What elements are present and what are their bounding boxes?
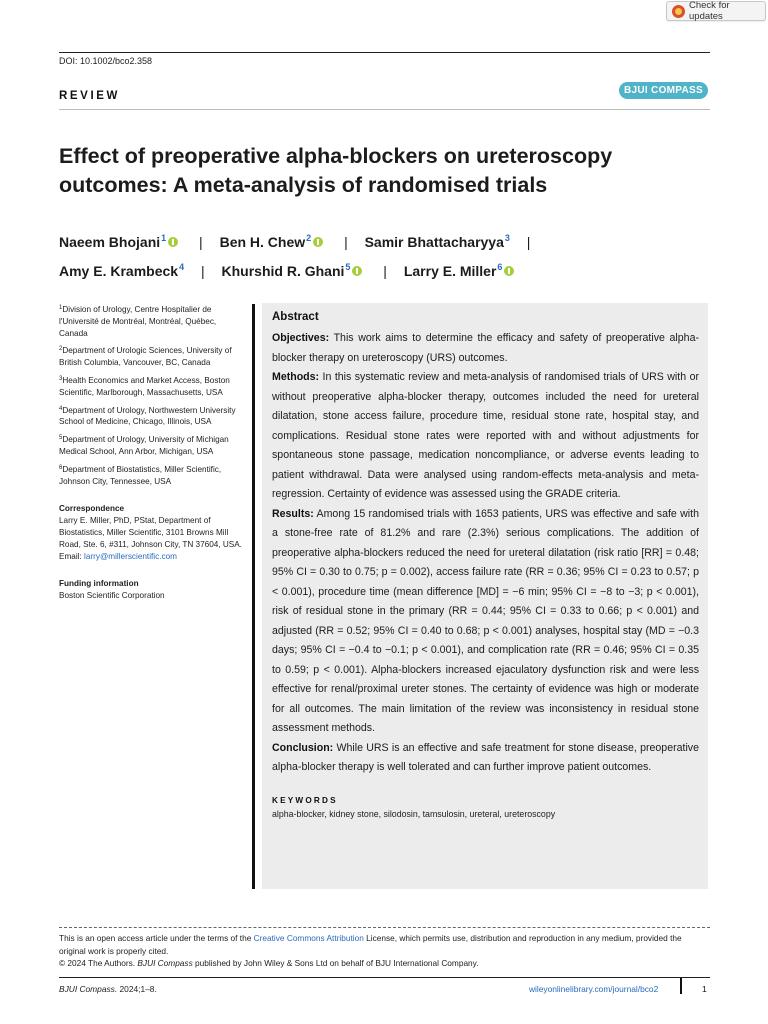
author-affiliation-number[interactable]: 2 xyxy=(306,233,312,243)
check-for-updates-button[interactable] xyxy=(666,1,766,21)
affiliation: $^5$Department of Urology, University of Michigan Medical School, Ann Arbor, Michigan, USA xyxy=(59,435,229,456)
top-rule xyxy=(59,52,710,53)
author-affiliation-number[interactable]: 6 xyxy=(497,262,503,272)
abstract-objectives: Objectives: This work aims to determine the efficacy and safety of preoperative alpha-blocker therapy on ureteroscopy (URS) outcomes. xyxy=(272,332,699,364)
abstract-accent-bar xyxy=(252,304,255,889)
orcid-icon[interactable] xyxy=(168,237,178,247)
author-line-2 xyxy=(59,255,719,284)
orcid-icon[interactable] xyxy=(313,237,323,247)
doi: DOI: 10.1002/bco2.358 xyxy=(59,56,153,66)
license-notice: This is an open access article under the terms of the Creative Commons Attribution License, which permits use, distribution and reproduction in any medium, provided the original work is properly cited. © 2024 The Authors. BJUI Compass published by John Wiley & Sons Ltd on behalf of BJU International Company. xyxy=(59,933,682,969)
author-affiliation-number[interactable]: 5 xyxy=(345,262,351,272)
creative-commons-link[interactable]: Creative Commons Attribution xyxy=(253,933,364,943)
check-updates-label: Check for updates xyxy=(689,0,730,22)
footer-divider xyxy=(680,978,682,994)
footer-citation: BJUI Compass. 2024;1–8. xyxy=(59,984,157,994)
author-list xyxy=(59,226,719,284)
affiliation: $^2$Department of Urologic Sciences, University of British Columbia, Vancouver, BC, Canada xyxy=(59,346,232,368)
affiliation: $^4$Department of Urology, Northwestern University School of Medicine, Chicago, Illinois, USA xyxy=(59,405,236,427)
license-divider xyxy=(59,927,710,928)
journal-url-link[interactable]: wileyonlinelibrary.com/journal/bco2 xyxy=(529,984,659,994)
orcid-icon[interactable] xyxy=(504,266,514,276)
journal-badge: BJUI COMPASS xyxy=(619,82,708,99)
funding-text: Boston Scientific Corporation xyxy=(59,591,165,601)
check-updates-icon xyxy=(672,5,685,18)
author-separator: | xyxy=(526,234,531,250)
author-name[interactable]: Amy E. Krambeck xyxy=(59,263,179,279)
author-separator: | xyxy=(383,263,387,279)
author-name[interactable]: Ben H. Chew xyxy=(219,234,306,250)
abstract-heading: Abstract xyxy=(272,311,319,323)
page-number: 1 xyxy=(702,984,707,994)
keywords-heading: KEYWORDS xyxy=(272,795,338,805)
author-separator: | xyxy=(199,234,203,250)
correspondence-text: Larry E. Miller, PhD, PStat, Department of Biostatistics, Miller Scientific, 3101 Browns Mill Road, Ste. 6, #311, Johnson City, TN 37604, USA. Email: larry@millerscientific.com xyxy=(59,516,242,561)
abstract-box xyxy=(262,303,708,889)
author-name[interactable]: Naeem Bhojani xyxy=(59,234,161,250)
funding-heading: Funding information xyxy=(59,579,139,589)
author-affiliation-number[interactable]: 3 xyxy=(504,233,510,243)
abstract-conclusion: Conclusion: While URS is an effective and safe treatment for stone disease, preoperative alpha-blocker therapy is well tolerated and can further improve patient outcomes. xyxy=(272,741,699,773)
author-separator: | xyxy=(344,234,348,250)
author-line-1 xyxy=(59,226,719,255)
section-rule xyxy=(59,109,710,110)
orcid-icon[interactable] xyxy=(352,266,362,276)
affiliation: $^6$Department of Biostatistics, Miller Scientific, Johnson City, Tennessee, USA xyxy=(59,464,222,486)
affiliation: $^3$Health Economics and Market Access, Boston Scientific, Marlborough, Massachusetts, USA xyxy=(59,375,230,397)
author-name[interactable]: Samir Bhattacharyya xyxy=(364,234,504,250)
correspondence-heading: Correspondence xyxy=(59,504,125,514)
article-title: Effect of preoperative alpha-blockers on ureteroscopy outcomes: A meta-analysis of randomised trials xyxy=(59,144,613,197)
author-name[interactable]: Khurshid R. Ghani xyxy=(221,263,345,279)
author-separator: | xyxy=(200,263,205,279)
email-link[interactable]: larry@millerscientific.com xyxy=(84,551,177,561)
keywords-text: alpha-blocker, kidney stone, silodosin, tamsulosin, ureteral, ureteroscopy xyxy=(272,808,556,819)
author-affiliation-number[interactable]: 1 xyxy=(161,233,167,243)
abstract-methods: Methods: In this systematic review and meta-analysis of randomised trials of URS with or without preoperative alpha-blocker therapy, outcomes included the need for ureteral dilatation, stone access failure, procedure time, residual stone rate, hospital stay, and complications. Residual stone rates were reported with and without adjustments for spontaneous stone passage, medication noncompliance, or adverse events leading to patient withdrawal. Data were analysed using random-effects meta-analysis and meta-regression. Certainty of evidence was assessed using the GRADE criteria. xyxy=(272,371,699,500)
footer-rule xyxy=(59,977,710,978)
author-name[interactable]: Larry E. Miller xyxy=(403,263,497,279)
abstract-results: Results: Among 15 randomised trials with 1653 patients, URS was effective and safe with a stone-free rate of 81.2% and rare (2.3%) serious complications. The addition of preoperative alpha-blockers reduced the need for ureteral dilatation (risk ratio [RR] = 0.48; 95% CI = 0.30 to 0.75; p = 0.002), access failure rate (RR = 0.36; 95% CI = 0.23 to 0.57; p < 0.001), procedure time (mean difference [MD] = −6 min; 95% CI = −8 to −3; p < 0.001), risk of residual stone in the primary (RR = 0.44; 95% CI = 0.33 to 0.66; p < 0.001) and adjusted (RR = 0.52; 95% CI = 0.40 to 0.68; p < 0.001) analyses, hospital stay (MD = −0.3 days; 95% CI = −0.4 to −0.1; p < 0.001), and complication rate (RR = 0.46; 95% CI = 0.35 to 0.59; p < 0.001). Alpha-blockers increased ejaculatory dysfunction risk and were less effective for renal/proximal ureter stones. The certainty of evidence was high or moderate for all outcomes. The main limitation of the review was inconsistency in residual stone assessment methods. xyxy=(272,507,699,734)
author-affiliation-number[interactable]: 4 xyxy=(179,262,185,272)
affiliation: $^1$Division of Urology, Centre Hospitalier de l'Université de Montréal, Montréal, Québec, Canada xyxy=(59,305,217,338)
affiliations-sidebar xyxy=(59,303,245,602)
section-label: REVIEW xyxy=(59,90,120,102)
